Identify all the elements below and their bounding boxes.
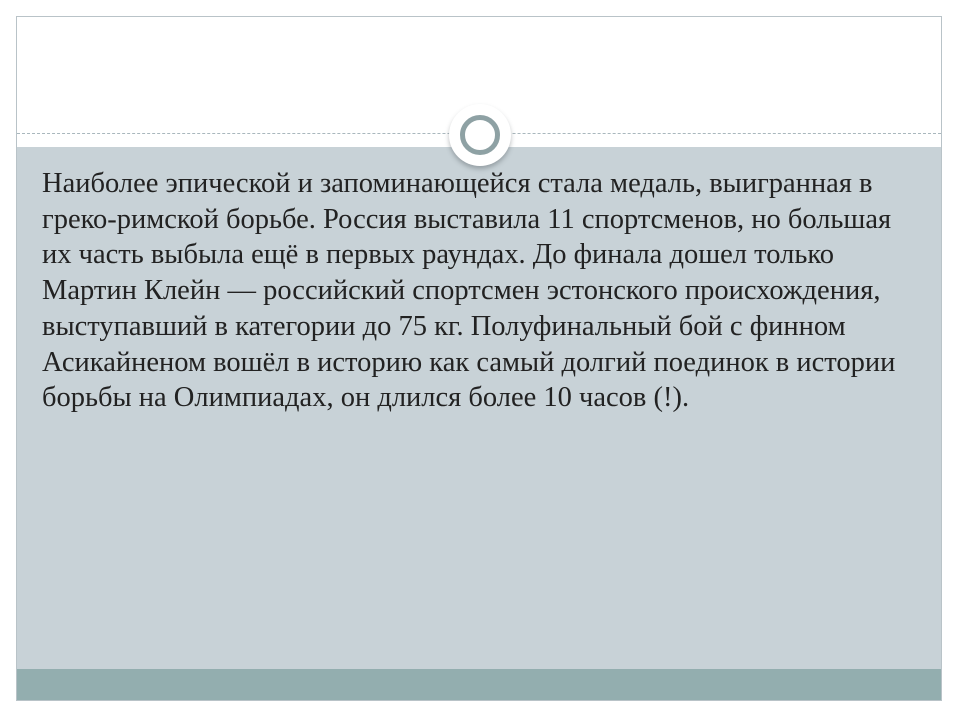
circle-ornament-icon bbox=[449, 104, 511, 166]
ring-icon bbox=[460, 115, 500, 155]
footer-bar bbox=[17, 669, 941, 700]
body-text: Наиболее эпической и запоминающейся стала медаль, выигранная в греко-римской борьбе. Россия выставила 11 спортсменов, но большая их часть выбыла ещё в первых раундах. До финала дошел только Мартин Клейн — российский спортсмен эстонского происхождения, выступавший в категории до 75 кг. Полуфинальный бой с финном Асикайненом вошёл в историю как самый долгий поединок в истории борьбы на Олимпиадах, он длился более 10 часов (!). bbox=[42, 168, 896, 414]
